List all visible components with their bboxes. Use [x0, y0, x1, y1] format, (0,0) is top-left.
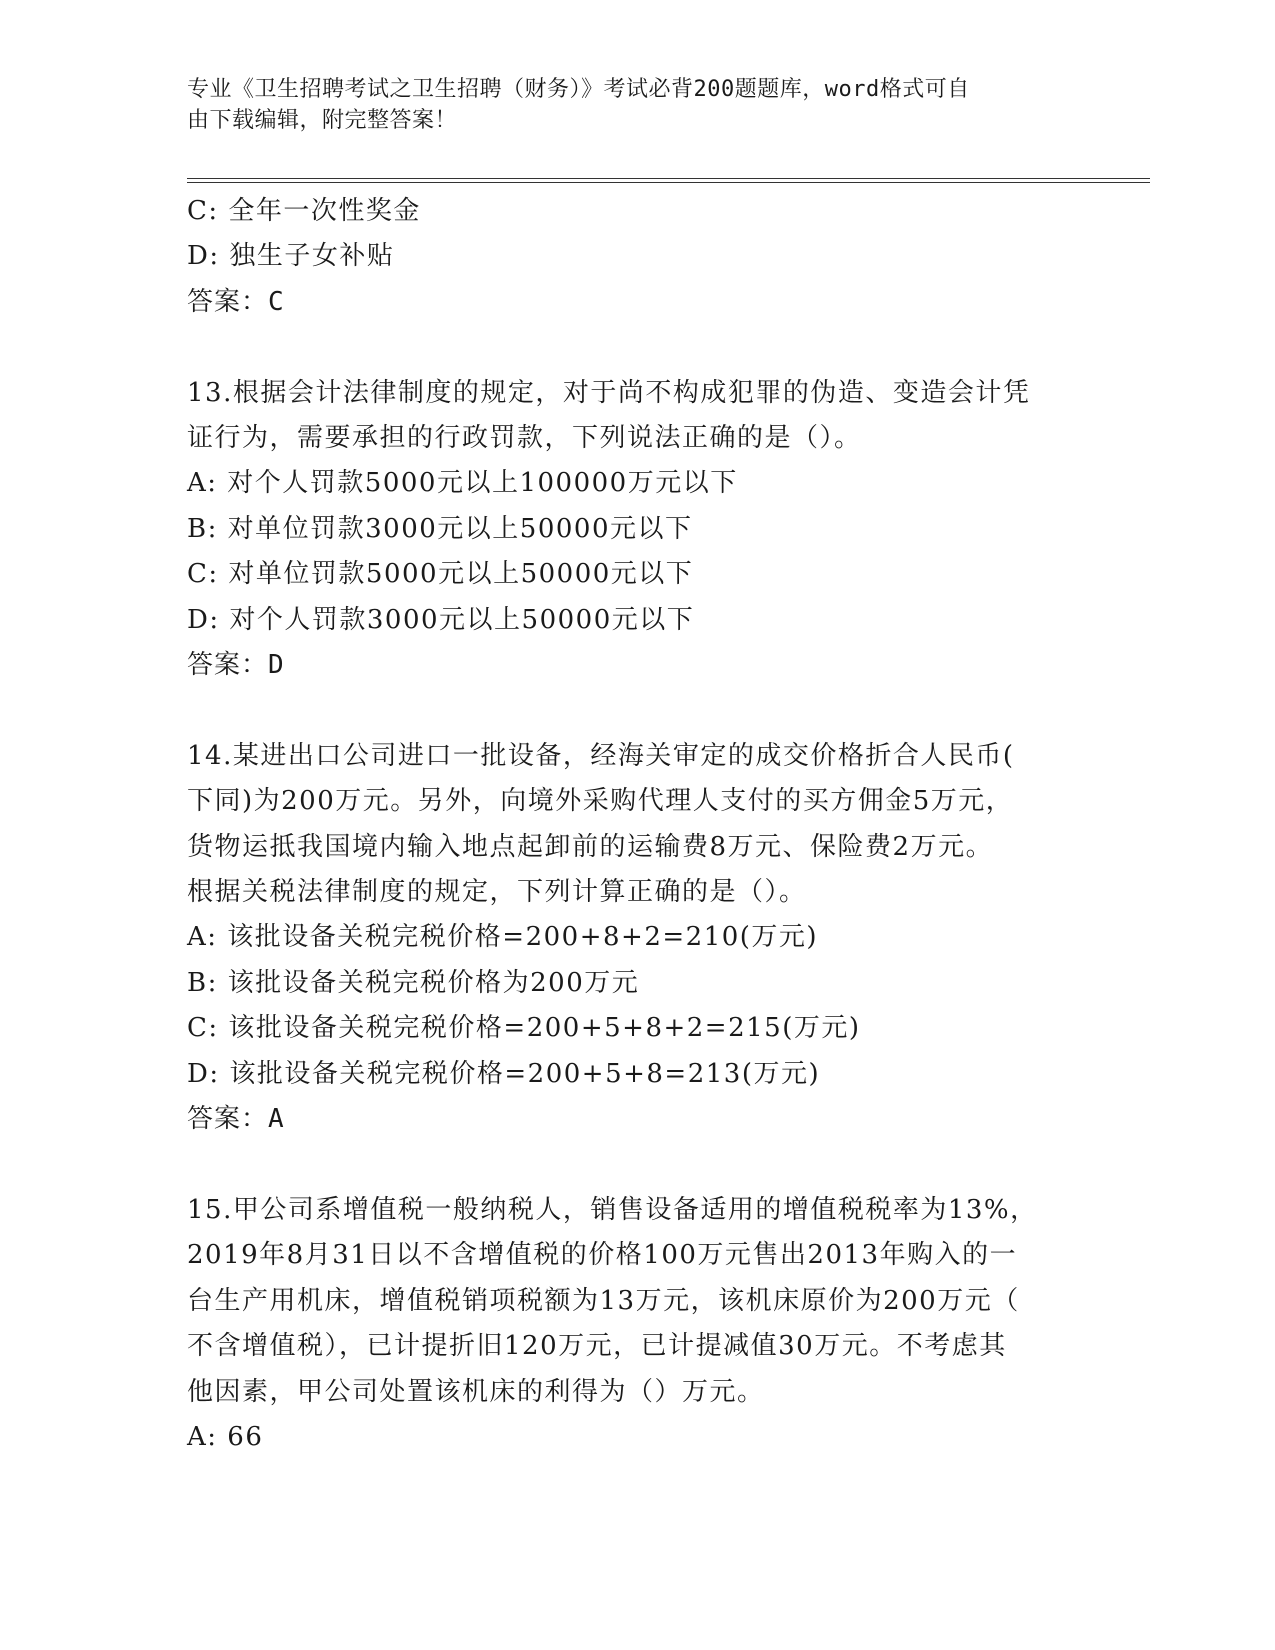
- answer-line: 答案：D: [187, 650, 285, 681]
- option-c: C: 该批设备关税完税价格=200+5+8+2=215(万元): [187, 1013, 861, 1044]
- header-line-1: 专业《卫生招聘考试之卫生招聘（财务）》考试必背200题题库，word格式可自: [187, 77, 970, 102]
- option-b: B: 对单位罚款3000元以上50000元以下: [187, 513, 693, 544]
- option-d: D: 对个人罚款3000元以上50000元以下: [187, 604, 695, 635]
- option-a: A: 该批设备关税完税价格=200+8+2=210(万元): [187, 922, 819, 953]
- document-body: [187, 189, 1077, 1460]
- spacer: [187, 325, 1077, 370]
- question-15: [187, 1188, 1077, 1460]
- question-stem-line: 货物运抵我国境内输入地点起卸前的运输费8万元、保险费2万元。: [187, 831, 994, 862]
- spacer: [187, 1143, 1077, 1188]
- option-c: C: 对单位罚款5000元以上50000元以下: [187, 559, 694, 590]
- option-a: A: 对个人罚款5000元以上100000万元以下: [187, 468, 738, 499]
- question-stem-line: 根据关税法律制度的规定，下列计算正确的是（）。: [187, 877, 807, 908]
- option-d: D: 独生子女补贴: [187, 241, 395, 272]
- question-stem-line: 13.根据会计法律制度的规定，对于尚不构成犯罪的伪造、变造会计凭: [187, 377, 1031, 408]
- question-stem-line: 台生产用机床，增值税销项税额为13万元，该机床原价为200万元（: [187, 1285, 1020, 1316]
- answer-line: 答案：A: [187, 1104, 285, 1135]
- question-stem-line: 他因素，甲公司处置该机床的利得为（）万元。: [187, 1376, 765, 1407]
- option-c: C: 全年一次性奖金: [187, 196, 421, 226]
- option-d: D: 该批设备关税完税价格=200+5+8=213(万元): [187, 1058, 821, 1089]
- option-a: A: 66: [187, 1421, 264, 1452]
- question-stem-line: 2019年8月31日以不含增值税的价格100万元售出2013年购入的一: [187, 1240, 1018, 1271]
- option-b: B: 该批设备关税完税价格为200万元: [187, 967, 640, 998]
- question-14: [187, 734, 1077, 1143]
- header-divider: [187, 178, 1150, 183]
- header-line-2: 由下载编辑，附完整答案！: [187, 108, 458, 133]
- answer-line: 答案：C: [187, 286, 285, 317]
- question-stem-line: 15.甲公司系增值税一般纳税人，销售设备适用的增值税税率为13%，: [187, 1194, 1038, 1225]
- question-stem-line: 14.某进出口公司进口一批设备，经海关审定的成交价格折合人民币(: [187, 740, 1015, 771]
- page-header: [187, 74, 1067, 136]
- question-stem-line: 不含增值税），已计提折旧120万元，已计提减值30万元。不考虑其: [187, 1331, 1007, 1362]
- question-stem-line: 下同)为200万元。另外，向境外采购代理人支付的买方佣金5万元，: [187, 786, 1014, 817]
- question-12-continuation: [187, 189, 1077, 325]
- spacer: [187, 688, 1077, 733]
- question-stem-line: 证行为，需要承担的行政罚款，下列说法正确的是（）。: [187, 423, 862, 454]
- question-13: [187, 371, 1077, 689]
